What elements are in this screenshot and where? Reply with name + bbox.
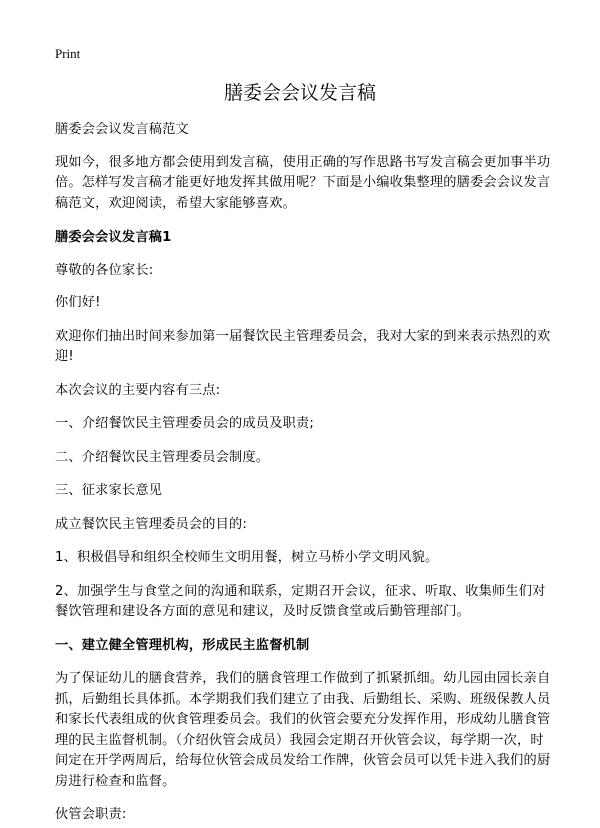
section-heading-2: 一、建立健全管理机构，形成民主监督机制 [55,637,310,653]
paragraph-duties: 伙管会职责: [55,807,127,822]
paragraph-purpose-1: 1、积极倡导和组织全校师生文明用餐，树立马桥小学文明风貌。 [55,550,439,565]
paragraph-management: 为了保证幼儿的膳食营养，我们的膳食管理工作做到了抓紧抓细。幼儿园由园长亲自抓，后勤组长具体抓。本学期我们我们建立了由我、后勤组长、采购、班级保教人员和家长代表组成的伙食管理委员会。我们的伙管会要充分发挥作用，形成幼儿膳食管理的民主监督机制。（介绍伙管会成员）我园会定期召开伙管会议，每学期一次，时间定在开学两周后，给每位伙管会成员发给工作牌，伙管会员可以凭卡进入我们的厨房进行检查和监督。 [55,671,551,789]
paragraph-intro: 现如今，很多地方都会使用到发言稿，使用正确的写作思路书写发言稿会更加事半功倍。怎样写发言稿才能更好地发挥其做用呢？下面是小编收集整理的膳委会会议发言稿范文，欢迎阅读，希望大家能够喜欢。 [55,154,551,211]
paragraph-welcome: 欢迎你们抽出时间来参加第一届餐饮民主管理委员会，我对大家的到来表示热烈的欢迎! [55,328,551,364]
paragraph-purpose-intro: 成立餐饮民主管理委员会的目的: [55,516,248,532]
paragraph-agenda-2: 二、介绍餐饮民主管理委员会制度。 [55,449,270,465]
print-link[interactable]: Print [55,46,81,61]
paragraph-agenda-3: 三、征求家长意见 [55,483,163,498]
paragraph-purpose-2: 2、加强学生与食堂之间的沟通和联系，定期召开会议，征求、听取、收集师生们对餐饮管理和建设各方面的意见和建议，及时反馈食堂或后勤管理部门。 [55,583,546,619]
paragraph-salutation: 尊敬的各位家长: [55,262,154,278]
paragraph-subtitle: 膳委会会议发言稿范文 [55,122,189,137]
document-title: 膳委会会议发言稿 [223,82,376,104]
paragraph-greeting: 你们好! [55,295,101,310]
document-body [55,120,555,826]
paragraph-agenda-intro: 本次会议的主要内容有三点: [55,382,221,398]
section-heading-1: 膳委会会议发言稿1 [55,230,172,245]
paragraph-agenda-1: 一、介绍餐饮民主管理委员会的成员及职责; [55,416,315,431]
